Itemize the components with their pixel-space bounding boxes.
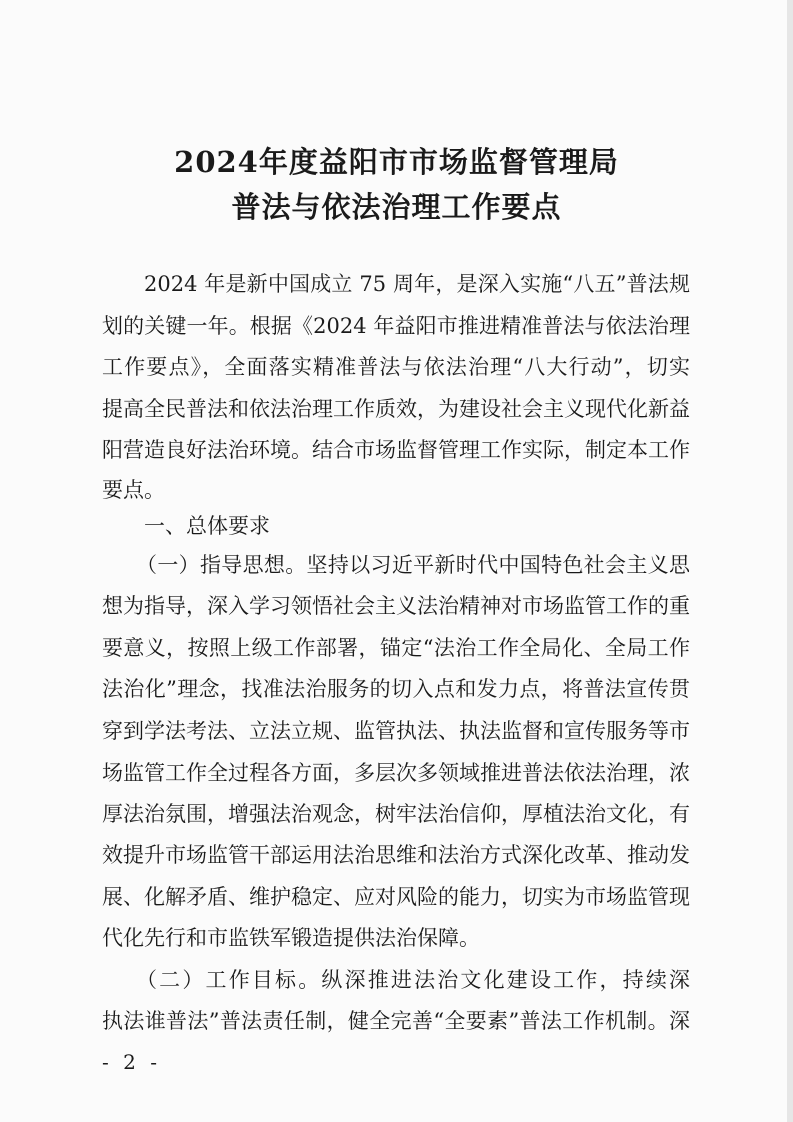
body-line: 法治化”理念，找准法治服务的切入点和发力点，将普法宣传贯 xyxy=(102,677,690,701)
body-line: 效提升市场监管干部运用法治思维和法治方式深化改革、推动发 xyxy=(102,843,690,867)
body-line: 提高全民普法和依法治理工作质效，为建设社会主义现代化新益 xyxy=(102,397,690,421)
body-line: 展、化解矛盾、维护稳定、应对风险的能力，切实为市场监管现 xyxy=(102,885,690,909)
body-line: 场监管工作全过程各方面，多层次多领域推进普法依法治理，浓 xyxy=(102,761,690,785)
body-line: 工作要点》，全面落实精准普法与依法治理“八大行动”，切实 xyxy=(102,355,690,379)
body-line: 要点。 xyxy=(102,478,165,502)
body-line: 想为指导，深入学习领悟社会主义法治精神对市场监管工作的重 xyxy=(102,594,690,618)
body-line: 阳营造良好法治环境。结合市场监督管理工作实际，制定本工作 xyxy=(102,438,690,462)
body-line: （二）工作目标。纵深推进法治文化建设工作，持续深 xyxy=(136,968,690,992)
body-line: 代化先行和市监铁军锻造提供法治保障。 xyxy=(102,926,480,950)
body-line: 要意义，按照上级工作部署，锚定“法治工作全局化、全局工作 xyxy=(102,636,690,660)
body-line: 执法谁普法”普法责任制，健全完善“全要素”普法工作机制。深 xyxy=(102,1009,690,1033)
body-line: 2024 年是新中国成立 75 周年，是深入实施“八五”普法规 xyxy=(144,272,690,296)
body-line: 划的关键一年。根据《2024 年益阳市推进精准普法与依法治理 xyxy=(102,314,690,338)
body-line: （一）指导思想。坚持以习近平新时代中国特色社会主义思 xyxy=(136,553,690,577)
document-title-line1: 2024年度益阳市市场监督管理局 xyxy=(174,145,619,179)
page-number: - 2 - xyxy=(102,1050,161,1074)
body-line: 穿到学法考法、立法立规、监管执法、执法监督和宣传服务等市 xyxy=(102,719,690,743)
document-title-line2: 普法与依法治理工作要点 xyxy=(231,190,562,224)
body-line: 厚法治氛围，增强法治观念，树牢法治信仰，厚植法治文化，有 xyxy=(102,802,690,826)
section-heading: 一、总体要求 xyxy=(144,514,270,538)
